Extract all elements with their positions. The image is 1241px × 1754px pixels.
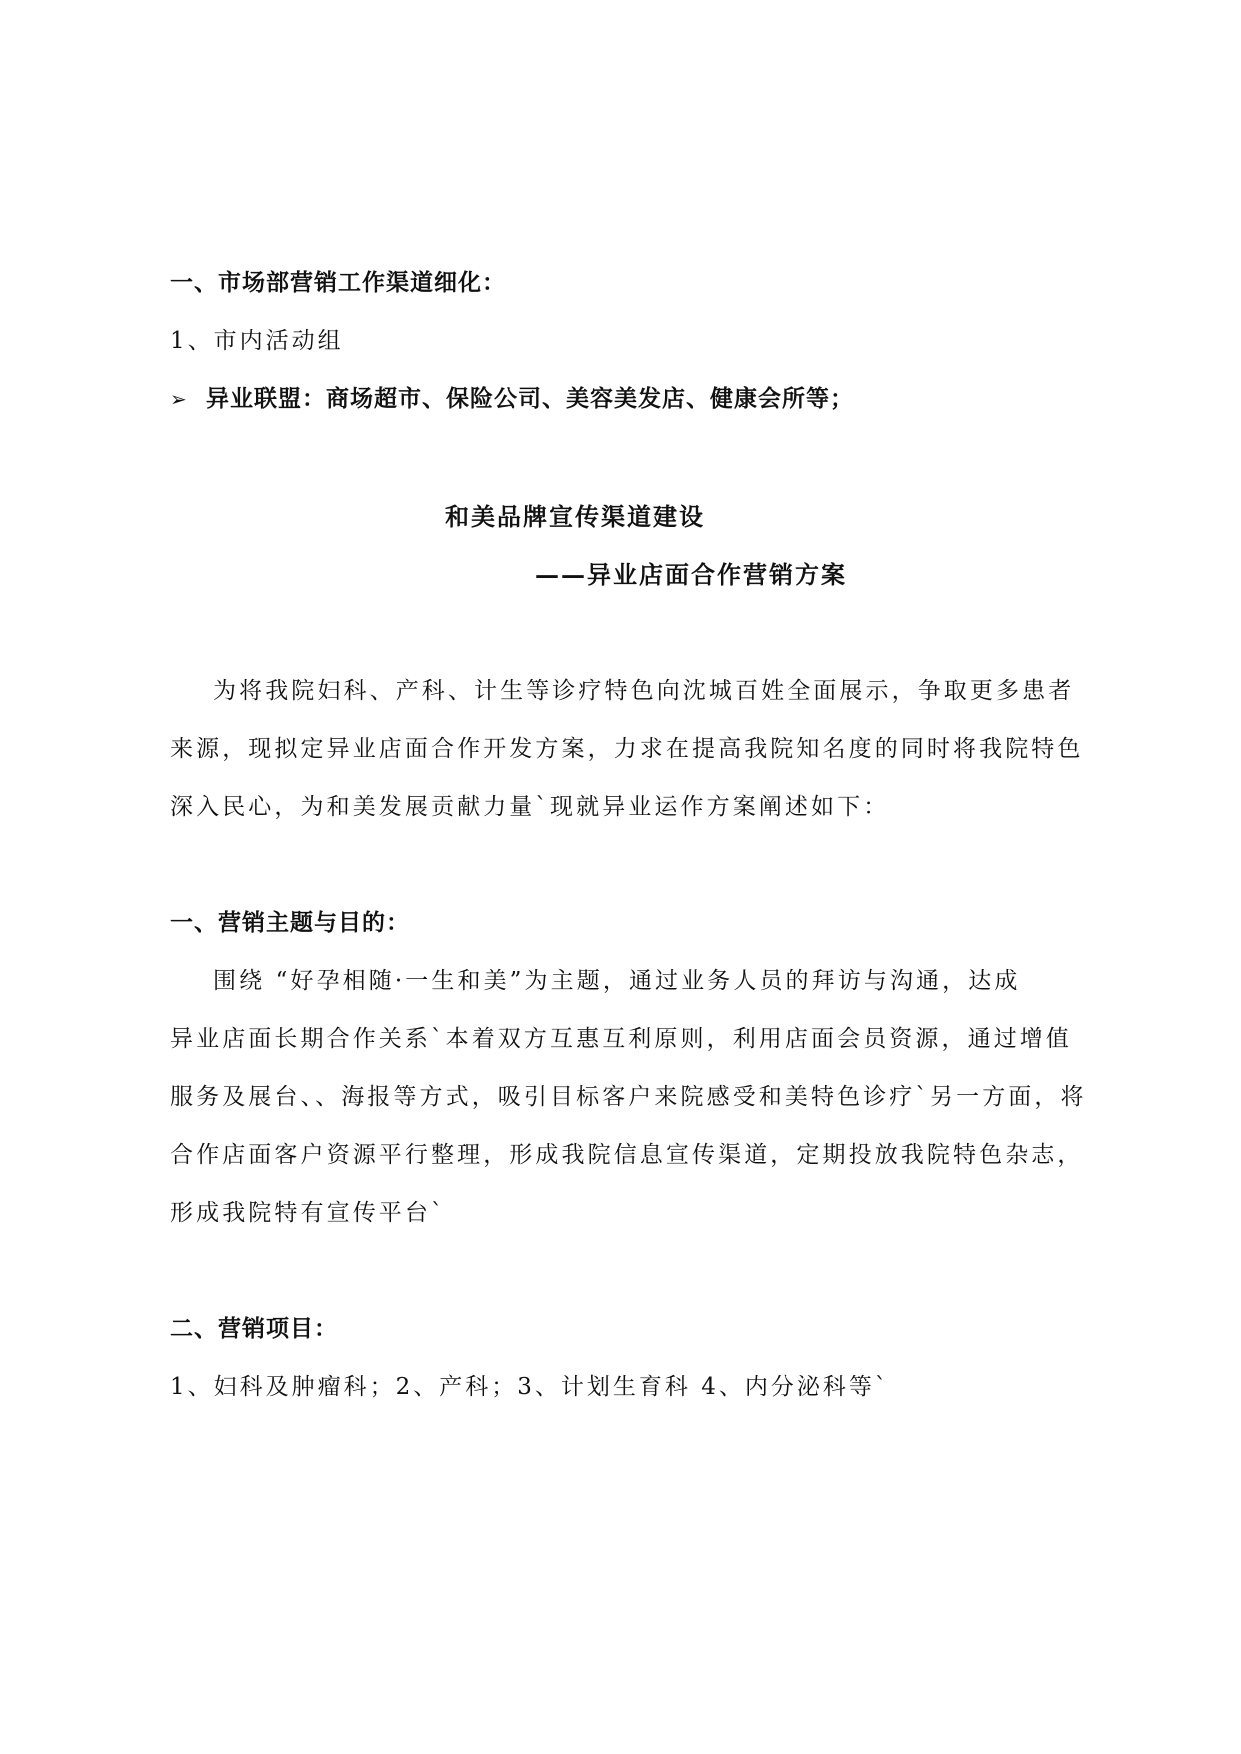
section-1-line-4: 合作店面客户资源平行整理，形成我院信息宣传渠道，定期投放我院特色杂志， (170, 1142, 1084, 1168)
intro-line-1: 为将我院妇科、产科、计生等诊疗特色向沈城百姓全面展示，争取更多患者 (213, 678, 1075, 704)
section-1-line-1: 围绕 “好孕相随·一生和美”为主题，通过业务人员的拜访与沟通，达成 (213, 968, 1021, 994)
intro-line-3: 深入民心，为和美发展贡献力量`现就异业运作方案阐述如下： (170, 794, 890, 820)
intro-line-2: 来源，现拟定异业店面合作开发方案，力求在提高我院知名度的同时将我院特色 (170, 736, 1084, 762)
bullet-text: 异业联盟：商场超市、保险公司、美容美发店、健康会所等； (206, 385, 854, 412)
section-heading-theme-purpose: 一、营销主题与目的： (170, 909, 410, 936)
list-item-city-activity-group: 1、市内活动组 (170, 328, 344, 354)
bullet-item-cross-industry-alliance (170, 384, 854, 414)
section-heading-channel: 一、市场部营销工作渠道细化： (170, 269, 506, 296)
bullet-arrow-icon: ➢ (170, 387, 187, 411)
section-2-line-1: 1、妇科及肿瘤科；2、产科；3、计划生育科 4、内分泌科等` (170, 1374, 890, 1400)
section-1-line-3: 服务及展台、、海报等方式，吸引目标客户来院感受和美特色诊疗`另一方面，将 (170, 1084, 1087, 1110)
section-1-line-5: 形成我院特有宣传平台` (170, 1200, 446, 1226)
document-title: 和美品牌宣传渠道建设 (445, 502, 705, 531)
section-heading-marketing-projects: 二、营销项目： (170, 1315, 338, 1342)
section-1-line-2: 异业店面长期合作关系`本着双方互惠互利原则，利用店面会员资源，通过增值 (170, 1026, 1072, 1052)
document-subtitle: ——异业店面合作营销方案 (535, 560, 847, 589)
